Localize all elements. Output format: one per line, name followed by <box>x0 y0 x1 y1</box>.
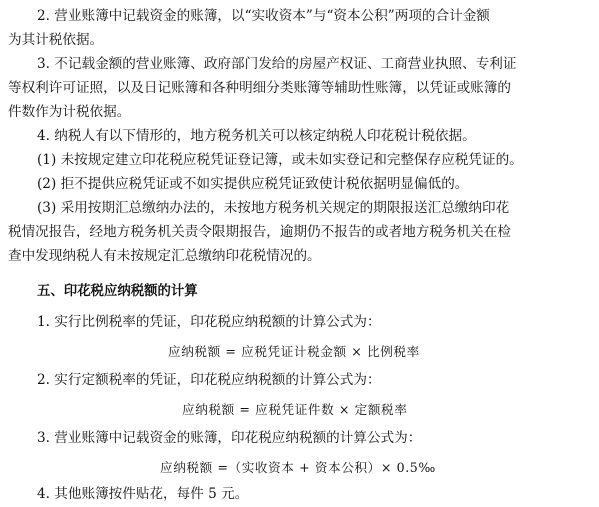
calc-item-3: 3. 营业账簿中记载资金的账簿，印花税应纳税额的计算公式为： <box>37 430 422 446</box>
paragraph-3-line-1: 3. 不记载金额的营业账簿、政府部门发给的房屋产权证、工商营业执照、专利证 <box>37 56 517 72</box>
formula-1: 应纳税额 = 应税凭证计税金额 × 比例税率 <box>168 344 420 359</box>
list-item-3-line-2: 税情况报告，经地方税务机关责令限期报告，逾期仍不报告的或者地方税务机关在检 <box>8 224 511 240</box>
list-item-3-line-1: (3) 采用按期汇总缴纳办法的，未按地方税务机关规定的期限报送汇总缴纳印花 <box>37 200 510 216</box>
calc-item-4: 4. 其他账簿按件贴花，每件 5 元。 <box>37 486 249 502</box>
paragraph-3-line-3: 件数作为计税依据。 <box>8 104 131 120</box>
calc-item-2: 2. 实行定额税率的凭证，印花税应纳税额的计算公式为： <box>37 372 381 388</box>
list-item-3-line-3: 查中发现纳税人有未按规定汇总缴纳印花税情况的。 <box>8 248 321 264</box>
paragraph-3-line-2: 等权利许可证照，以及日记账簿和各种明细分类账簿等辅助性账簿，以凭证或账簿的 <box>8 80 511 96</box>
calc-item-1: 1. 实行比例税率的凭证，印花税应纳税额的计算公式为： <box>37 314 381 330</box>
formula-3: 应纳税额 =（实收资本 + 资本公积）× 0.5‰ <box>160 460 436 475</box>
paragraph-2-line-1: 2. 营业账簿中记载资金的账簿，以“实收资本”与“资本公积”两项的合计金额 <box>37 8 490 24</box>
list-item-2: (2) 拒不提供应税凭证或不如实提供应税凭证致使计税依据明显偏低的。 <box>37 176 469 192</box>
formula-2: 应纳税额 = 应税凭证件数 × 定额税率 <box>182 402 408 417</box>
list-item-1: (1) 未按规定建立印花税应税凭证登记簿，或未如实登记和完整保存应税凭证的。 <box>37 152 523 168</box>
paragraph-4-line-1: 4. 纳税人有以下情形的，地方税务机关可以核定纳税人印花税计税依据。 <box>37 128 476 144</box>
section-heading: 五、印花税应纳税额的计算 <box>37 284 198 299</box>
paragraph-2-line-2: 为其计税依据。 <box>8 32 104 48</box>
